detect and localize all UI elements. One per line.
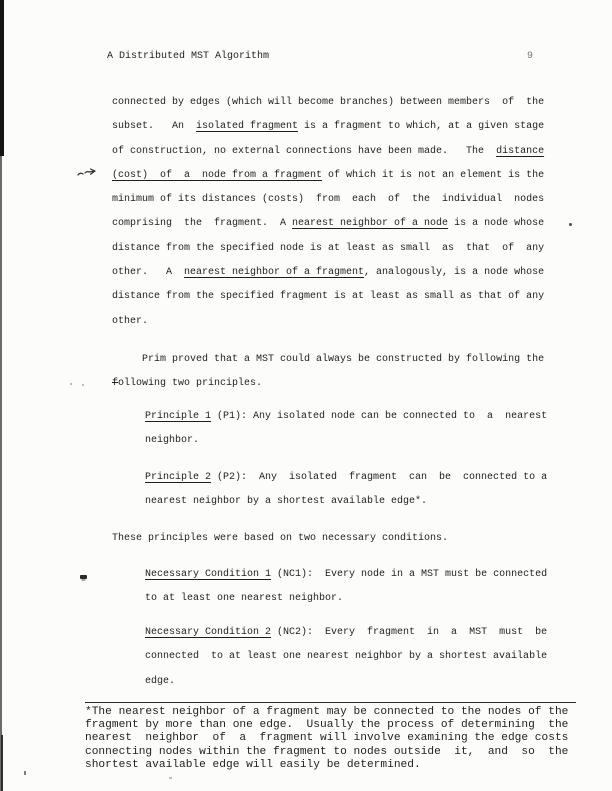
running-title: A Distributed MST Algorithm (107, 51, 270, 62)
text-line: Necessary Condition 1 (NC1): Every node in a MST must be connected (145, 569, 548, 580)
scan-speck (169, 777, 172, 779)
paragraph-principle-1 (145, 405, 547, 454)
scan-speck (82, 384, 84, 386)
text-line: following two principles. (112, 378, 263, 390)
scan-speck (70, 383, 72, 385)
text-line: These principles were based on two necessary conditions. (112, 533, 449, 544)
footnote-line: connecting nodes within the fragment to nodes outside it, and so the (85, 745, 569, 758)
text-line: subset. An isolated fragment is a fragment to which, at a given stage (112, 121, 545, 133)
margin-pencil-mark (80, 575, 87, 579)
footnote-line: *The nearest neighbor of a fragment may be connected to the nodes of the (85, 706, 569, 718)
paragraph-necessary-condition-2 (145, 621, 547, 694)
text-line: connected to at least one nearest neighbor by a shortest available (145, 651, 548, 663)
text-line: minimum of its distances (costs) from each of the individual nodes (112, 194, 545, 206)
text-line: neighbor. (145, 435, 200, 447)
text-line: Principle 1 (P1): Any isolated node can be connected to a nearest (145, 411, 548, 422)
scan-speck (569, 223, 572, 226)
text-line: Prim proved that a MST could always be constructed by following the (112, 354, 545, 365)
scan-edge-artifact-bottom (1, 735, 3, 791)
text-line: nearest neighbor by a shortest available edge*. (145, 496, 428, 508)
handwritten-margin-arrow-icon (76, 165, 100, 180)
paragraph-conditions-intro (112, 527, 448, 551)
text-line: Necessary Condition 2 (NC2): Every fragment in a MST must be (145, 627, 548, 638)
scan-edge-artifact-top (0, 0, 4, 156)
text-line: comprising the fragment. A nearest neighbor of a node is a node whose (112, 218, 545, 230)
page-number: 9 (527, 51, 534, 62)
text-line: other. A nearest neighbor of a fragment, analogously, is a node whose (112, 267, 545, 279)
text-line: distance from the specified fragment is at least as small as that of any (112, 291, 545, 303)
paragraph-necessary-condition-1 (145, 563, 547, 612)
footnote (85, 706, 568, 772)
scan-speck (24, 771, 26, 775)
footnote-line: nearest neighbor of a fragment will involve examining the edge costs (85, 732, 569, 745)
text-line: (cost) of a node from a fragment of which it is not an element is the (112, 169, 545, 181)
paragraph-prim (112, 348, 544, 397)
footnote-separator-rule (85, 702, 576, 703)
footnote-line: fragment by more than one edge. Usually the process of determining the (85, 719, 569, 732)
text-line: connected by edges (which will become branches) between members of the (112, 97, 545, 108)
text-line: Principle 2 (P2): Any isolated fragment can be connected to a (145, 472, 548, 483)
footnote-line: shortest available edge will easily be determined. (85, 758, 421, 771)
paragraph-intro (112, 91, 544, 334)
text-line: to at least one nearest neighbor. (145, 593, 344, 605)
text-line: edge. (145, 675, 176, 687)
text-line: other. (112, 315, 149, 327)
paragraph-principle-2 (145, 466, 547, 515)
text-line: of construction, no external connections have been made. The distance (112, 145, 545, 157)
text-line: distance from the specified node is at least as small as that of any (112, 242, 545, 254)
